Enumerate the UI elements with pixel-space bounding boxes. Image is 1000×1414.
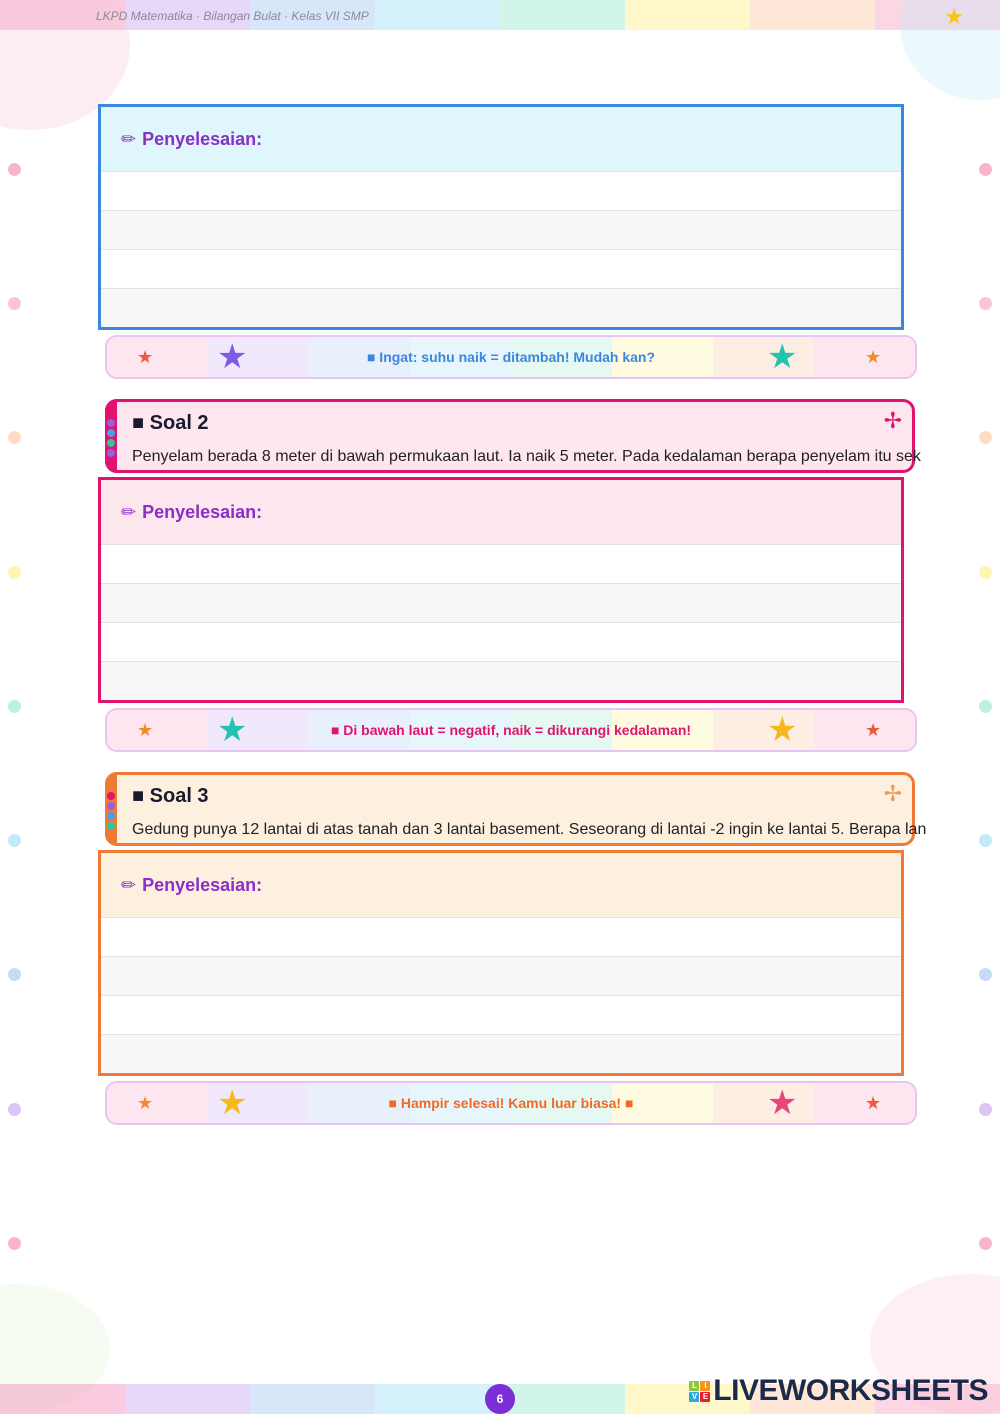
tip-text: ■ Ingat: suhu naik = ditambah! Mudah kan? bbox=[366, 349, 656, 365]
decor-dot bbox=[979, 297, 992, 310]
small-star-icon: ★ bbox=[865, 1093, 882, 1113]
question-text: Penyelam berada 8 meter di bawah permukaan laut. Ia naik 5 meter. Pada kedalaman berapa penyelam itu sek bbox=[132, 448, 921, 465]
star-icon: ★ bbox=[944, 4, 964, 29]
answer-line[interactable] bbox=[101, 583, 901, 622]
answer-header bbox=[101, 853, 901, 917]
answer-line[interactable] bbox=[101, 622, 901, 661]
pencil-icon: ✏ bbox=[121, 501, 137, 522]
answer-line[interactable] bbox=[101, 956, 901, 995]
pencil-icon: ✏ bbox=[121, 128, 137, 149]
answer-line[interactable] bbox=[101, 171, 901, 210]
sparkle-icon: ✢ bbox=[883, 781, 902, 806]
question-text: Gedung punya 12 lantai di atas tanah dan 3 lantai basement. Seseorang di lantai -2 ingin ke lantai 5. Berapa lan bbox=[132, 821, 927, 838]
brand-text: LIVEWORKSHEETS bbox=[713, 1374, 988, 1407]
decor-dot bbox=[8, 1103, 21, 1116]
decor-dot bbox=[8, 834, 21, 847]
answer-box-soal-3 bbox=[98, 850, 904, 1076]
answer-line[interactable] bbox=[101, 661, 901, 700]
decor-dot bbox=[979, 163, 992, 176]
tip-strip-1 bbox=[105, 335, 917, 379]
answer-line[interactable] bbox=[101, 544, 901, 583]
answer-line[interactable] bbox=[101, 288, 901, 327]
small-star-icon: ★ bbox=[137, 1093, 154, 1113]
sparkle-icon: ✢ bbox=[883, 408, 902, 433]
small-star-icon: ★ bbox=[865, 347, 882, 367]
pencil-icon: ✏ bbox=[121, 874, 137, 895]
decor-dot bbox=[979, 1103, 992, 1116]
decor-dot bbox=[8, 297, 21, 310]
tip-text: ■ Di bawah laut = negatif, naik = dikurangi kedalaman! bbox=[330, 722, 692, 738]
decor-dot bbox=[8, 1237, 21, 1250]
tip-text: ■ Hampir selesai! Kamu luar biasa! ■ bbox=[388, 1095, 634, 1111]
liveworksheets-logo-icon: L I V E bbox=[689, 1381, 710, 1402]
decor-dot bbox=[8, 163, 21, 176]
decor-dot bbox=[979, 431, 992, 444]
decor-dot bbox=[8, 968, 21, 981]
answer-line[interactable] bbox=[101, 210, 901, 249]
answer-line[interactable] bbox=[101, 1034, 901, 1073]
answer-line[interactable] bbox=[101, 917, 901, 956]
star-icon: ★ bbox=[767, 338, 798, 376]
star-icon: ★ bbox=[767, 1084, 798, 1122]
answer-box-soal-1 bbox=[98, 104, 904, 330]
page-number: 6 bbox=[485, 1384, 515, 1414]
answer-box-soal-2 bbox=[98, 477, 904, 703]
decor-dot bbox=[8, 700, 21, 713]
star-icon: ★ bbox=[217, 338, 248, 376]
answer-line[interactable] bbox=[101, 249, 901, 288]
card-accent-bar bbox=[105, 399, 117, 473]
tip-strip-2 bbox=[105, 708, 917, 752]
question-title: ■ Soal 2 bbox=[132, 412, 209, 434]
small-star-icon: ★ bbox=[137, 720, 154, 740]
tip-strip-3 bbox=[105, 1081, 917, 1125]
decor-dot bbox=[8, 566, 21, 579]
answer-header bbox=[101, 107, 901, 171]
answer-label: Penyelesaian: bbox=[142, 501, 263, 522]
header-text: LKPD Matematika · Bilangan Bulat · Kelas VII SMP bbox=[96, 9, 369, 23]
decor-dot bbox=[979, 968, 992, 981]
liveworksheets-brand[interactable] bbox=[689, 1374, 988, 1408]
answer-label: Penyelesaian: bbox=[142, 874, 263, 895]
decor-dot bbox=[979, 566, 992, 579]
decor-dot bbox=[979, 700, 992, 713]
decor-dot bbox=[979, 1237, 992, 1250]
star-icon: ★ bbox=[217, 1084, 248, 1122]
answer-label: Penyelesaian: bbox=[142, 128, 263, 149]
answer-header bbox=[101, 480, 901, 544]
question-title: ■ Soal 3 bbox=[132, 785, 209, 807]
answer-line[interactable] bbox=[101, 995, 901, 1034]
small-star-icon: ★ bbox=[137, 347, 154, 367]
star-icon: ★ bbox=[767, 711, 798, 749]
card-accent-bar bbox=[105, 772, 117, 846]
small-star-icon: ★ bbox=[865, 720, 882, 740]
decor-dot bbox=[8, 431, 21, 444]
star-icon: ★ bbox=[217, 711, 248, 749]
